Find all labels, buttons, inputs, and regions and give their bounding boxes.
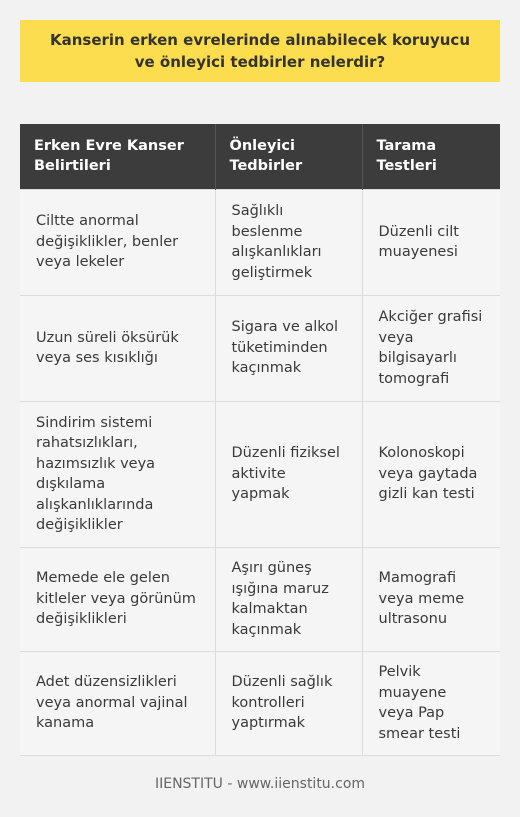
table-cell: Sindirim sistemi rahatsızlıkları, hazımsızlık veya dışkılama alışkanlıklarında değişiklikler bbox=[20, 401, 215, 547]
table-row bbox=[20, 651, 500, 755]
table-cell: Aşırı güneş ışığına maruz kalmaktan kaçınmak bbox=[215, 547, 362, 651]
table-header-row bbox=[20, 124, 500, 189]
table-row bbox=[20, 547, 500, 651]
table-cell: Sigara ve alkol tüketiminden kaçınmak bbox=[215, 295, 362, 401]
page-title: Kanserin erken evrelerinde alınabilecek koruyucu ve önleyici tedbirler nelerdir? bbox=[20, 20, 500, 82]
table-cell: Adet düzensizlikleri veya anormal vajinal kanama bbox=[20, 651, 215, 755]
table-row bbox=[20, 189, 500, 295]
table-cell: Sağlıklı beslenme alışkanlıkları geliştirmek bbox=[215, 189, 362, 295]
cancer-table bbox=[20, 124, 500, 756]
table-cell: Düzenli fiziksel aktivite yapmak bbox=[215, 401, 362, 547]
header-screening: Tarama Testleri bbox=[362, 124, 500, 189]
table-cell: Uzun süreli öksürük veya ses kısıklığı bbox=[20, 295, 215, 401]
table-cell: Düzenli sağlık kontrolleri yaptırmak bbox=[215, 651, 362, 755]
table-cell: Pelvik muayene veya Pap smear testi bbox=[362, 651, 500, 755]
footer-credit: IIENSTITU - www.iienstitu.com bbox=[154, 776, 366, 792]
table-cell: Düzenli cilt muayenesi bbox=[362, 189, 500, 295]
table-cell: Akciğer grafisi veya bilgisayarlı tomografi bbox=[362, 295, 500, 401]
table-cell: Mamografi veya meme ultrasonu bbox=[362, 547, 500, 651]
table-row bbox=[20, 295, 500, 401]
header-symptoms: Erken Evre Kanser Belirtileri bbox=[20, 124, 215, 189]
table-cell: Memede ele gelen kitleler veya görünüm değişiklikleri bbox=[20, 547, 215, 651]
table-cell: Ciltte anormal değişiklikler, benler veya lekeler bbox=[20, 189, 215, 295]
table-cell: Kolonoskopi veya gaytada gizli kan testi bbox=[362, 401, 500, 547]
header-prevention: Önleyici Tedbirler bbox=[215, 124, 362, 189]
table-row bbox=[20, 401, 500, 547]
